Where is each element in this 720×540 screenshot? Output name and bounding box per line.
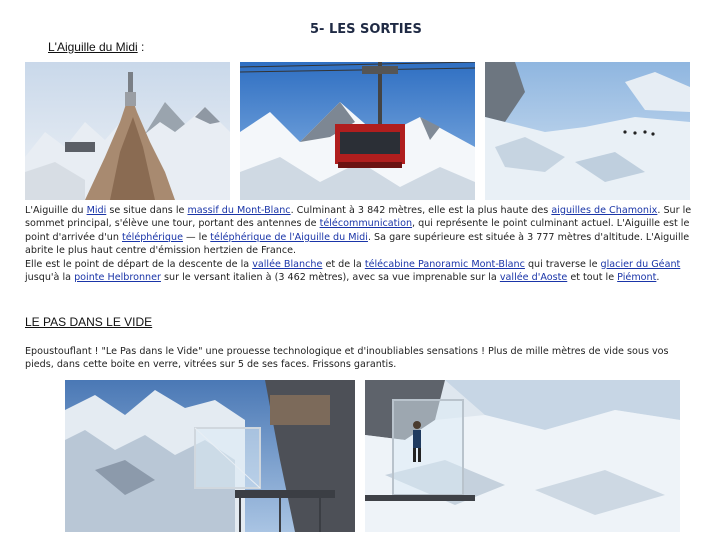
- aiguille-peak-photo: [25, 62, 230, 200]
- text-segment: jusqu'à la: [25, 272, 75, 284]
- link-telecommunication[interactable]: télécommunication: [319, 218, 413, 230]
- text-segment: qui traverse le: [524, 258, 601, 270]
- link-telepherique[interactable]: téléphérique: [121, 231, 183, 243]
- text-segment: et de la: [322, 258, 365, 270]
- link-midi[interactable]: Midi: [86, 205, 107, 216]
- section-heading-aiguille: [48, 40, 144, 54]
- text-segment: sur le versant italien à (3 462 mètres), avec sa vue imprenable sur la: [160, 272, 500, 284]
- text-segment: , qui représente le point culminant actuel. L'Aiguille est le point d'arrivée d'un: [25, 218, 690, 243]
- text-segment: . Sa gare supérieure est située à 3 777 mètres d'altitude. L'Aiguille abrite le plus haut centre d'émission hertzien de France.: [25, 231, 690, 257]
- link-massif-mont-blanc[interactable]: massif du Mont-Blanc: [187, 205, 291, 216]
- text-segment: se situe dans le: [106, 205, 188, 216]
- link-vallee-aoste[interactable]: vallée d'Aoste: [499, 272, 568, 284]
- person-in-glass-box-photo: [365, 380, 680, 532]
- pas-vide-description: Epoustouflant ! "Le Pas dans le Vide" une prouesse technologique et d'inoubliables sensations ! Plus de mille mètres de vide sous vos pieds, dans cette boite en verre, vitrées sur 5 de ses faces. Frissons garantis.: [25, 346, 669, 371]
- section-heading-pas-vide: LE PAS DANS LE VIDE: [25, 315, 153, 329]
- link-piemont[interactable]: Piémont: [617, 272, 657, 284]
- link-pointe-helbronner[interactable]: pointe Helbronner: [74, 272, 161, 284]
- text-segment: .: [656, 272, 660, 284]
- page-title: 5- LES SORTIES: [310, 22, 422, 37]
- link-glacier-geant[interactable]: glacier du Géant: [600, 258, 681, 270]
- text-segment: et tout le: [567, 272, 618, 284]
- link-telecabine-panoramic[interactable]: télécabine Panoramic Mont-Blanc: [364, 258, 525, 270]
- link-vallee-blanche[interactable]: vallée Blanche: [252, 258, 323, 270]
- section-heading-suffix: :: [137, 40, 145, 54]
- text-segment: Elle est le point de départ de la descente de la: [25, 258, 253, 270]
- text-segment: . Sur le sommet principal, s'élève une tour, portant des antennes de: [25, 205, 692, 230]
- link-aiguilles-chamonix[interactable]: aiguilles de Chamonix: [551, 205, 658, 216]
- section-heading-text: L'Aiguille du Midi: [48, 40, 138, 54]
- text-segment: L'Aiguille du: [25, 205, 87, 216]
- glacier-hikers-photo: [485, 62, 690, 200]
- link-telepherique-aiguille[interactable]: téléphérique de l'Aiguille du Midi: [210, 231, 368, 243]
- glass-box-terrace-photo: [65, 380, 355, 532]
- cable-car-photo: [240, 62, 475, 200]
- aiguille-description: [25, 204, 695, 284]
- text-segment: — le: [182, 231, 211, 243]
- text-segment: . Culminant à 3 842 mètres, elle est la plus haute des: [290, 205, 552, 216]
